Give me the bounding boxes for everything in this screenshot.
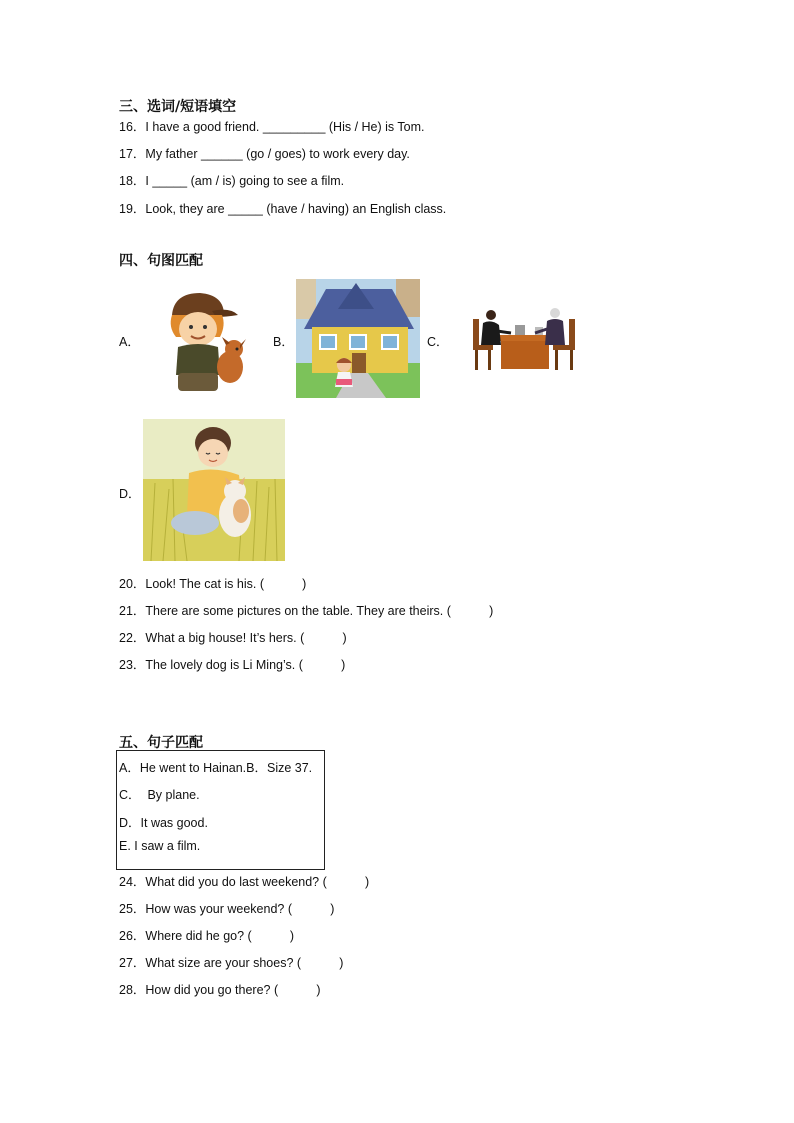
question-21: 21．There are some pictures on the table. They are theirs. ( ) — [119, 604, 494, 618]
meeting-table-picture — [471, 303, 577, 371]
section4-title: 四、句图匹配 — [119, 253, 203, 269]
question-24: 24．What did you do last weekend? ( ) — [119, 875, 370, 889]
option-a-label: A． — [119, 335, 140, 349]
question-23: 23．The lovely dog is Li Ming’s. ( ) — [119, 658, 346, 672]
boy-with-cat-picture — [143, 419, 285, 561]
box-line-e: E. I saw a film. — [119, 839, 201, 853]
section5-title: 五、句子匹配 — [119, 735, 203, 751]
question-27: 27．What size are your shoes? ( ) — [119, 956, 344, 970]
option-b-label: B． — [273, 335, 294, 349]
question-22: 22．What a big house! It’s hers. ( ) — [119, 631, 347, 645]
option-c-label: C． — [427, 335, 449, 349]
box-line-ab: A．He went to Hainan.B．Size 37. — [119, 761, 313, 775]
question-26: 26．Where did he go? ( ) — [119, 929, 295, 943]
question-25: 25．How was your weekend? ( ) — [119, 902, 335, 916]
question-28: 28．How did you go there? ( ) — [119, 983, 321, 997]
question-16: 16．I have a good friend. _________ (His / He) is Tom. — [119, 120, 425, 134]
question-19: 19．Look, they are _____ (have / having) an English class. — [119, 202, 447, 216]
boy-with-dog-picture — [160, 287, 250, 395]
box-line-c: C． By plane. — [119, 788, 200, 802]
box-line-d: D．It was good. — [119, 816, 208, 830]
house-picture — [296, 279, 420, 398]
section3-title: 三、选词/短语填空 — [119, 99, 237, 115]
question-17: 17．My father ______ (go / goes) to work every day. — [119, 147, 410, 161]
option-d-label: D． — [119, 487, 141, 501]
question-20: 20．Look! The cat is his. ( ) — [119, 577, 307, 591]
question-18: 18．I _____ (am / is) going to see a film. — [119, 174, 345, 188]
